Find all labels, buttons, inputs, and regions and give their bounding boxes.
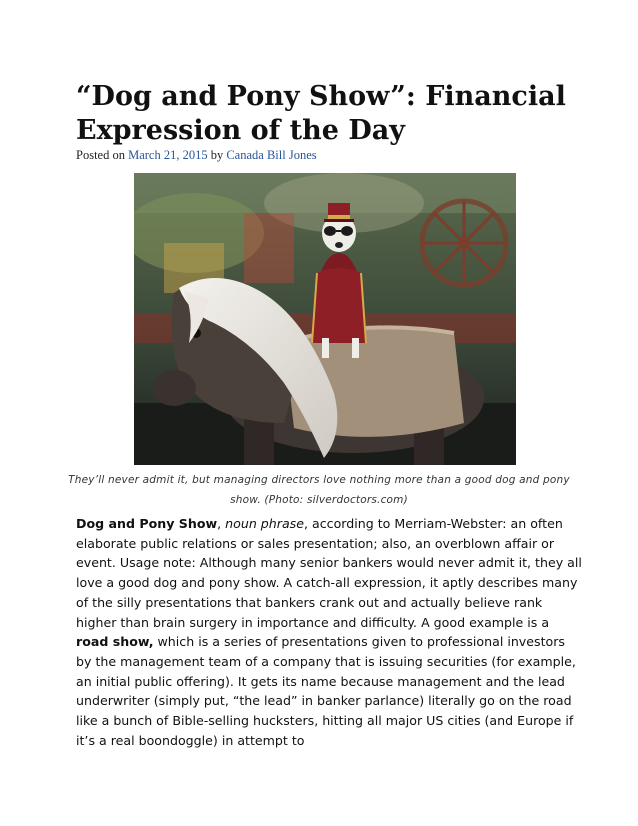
photo-caption: They’ll never admit it, but managing directors love nothing more than a good dog and pony show. (Photo: silverdoctors.com) xyxy=(68,474,570,506)
body-text-2: which is a series of presentations given to professional investors by the management team of a company that is issuing securities (for example, an initial public offering). It gets its name because management and the lead underwriter (simply put, “the lead” in banker parlance) literally go on the road like a bunch of Bible-selling hucksters, hitting all major US cities (and Europe if it’s a real boondoggle) in attempt to xyxy=(76,634,576,748)
by-word: by xyxy=(210,148,224,162)
term-heading: Dog and Pony Show xyxy=(76,516,218,531)
posted-prefix: Posted on xyxy=(76,148,125,162)
road-show-term: road show, xyxy=(76,634,154,650)
body-text-1: , according to Merriam-Webster: an often elaborate public relations or sales presentation; also, an overblown affair or event. Usage note: Although many senior bankers would never admit it, they all love a good dog and pony show. A catch-all expression, it aptly describes many of the silly presentations that bankers crank out and actually believe rank higher than brain surgery in importance and difficulty. A good example is a xyxy=(76,516,582,630)
part-of-speech: noun phrase xyxy=(225,516,304,531)
post-date-link[interactable]: March 21, 2015 xyxy=(128,148,208,162)
body-comma: , xyxy=(217,516,226,531)
article-title: “Dog and Pony Show”: Financial Expression of the Day xyxy=(76,81,566,146)
article-body xyxy=(76,514,582,750)
post-meta xyxy=(76,148,576,163)
article-photo xyxy=(134,173,516,465)
author-link[interactable]: Canada Bill Jones xyxy=(226,148,317,162)
photo-dog-riding-pony-icon xyxy=(134,173,516,465)
